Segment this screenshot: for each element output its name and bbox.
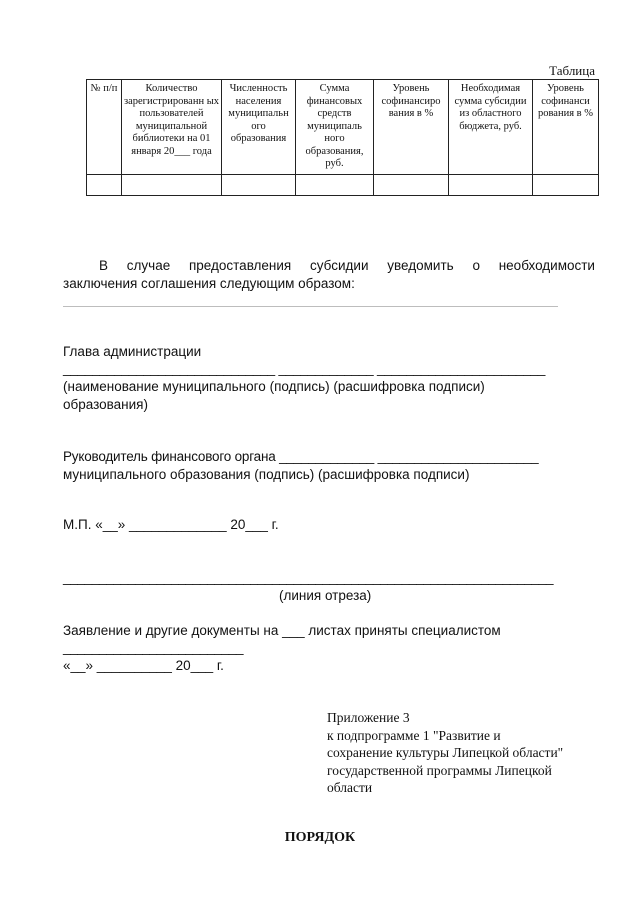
- table-caption: Таблица: [549, 63, 595, 78]
- head-signature-blanks: _____________________________ _____________ _______________________: [63, 361, 546, 376]
- appendix-line: Приложение 3: [327, 710, 410, 725]
- header-cell-cofinancing-level: Уровень софинансиро вания в %: [374, 80, 449, 175]
- finance-signature-captions: муниципального образования (подпись) (расшифровка подписи): [63, 467, 470, 482]
- header-cell-number: № п/п: [87, 80, 122, 175]
- table-cell: [533, 174, 599, 195]
- head-title: Глава администрации: [63, 344, 202, 359]
- received-specialist-blank: _________________________: [63, 640, 244, 655]
- subsidy-table: [86, 79, 599, 196]
- table-row: [87, 174, 599, 195]
- notice-line-2: заключения соглашения следующим образом:: [63, 276, 355, 291]
- head-signature-captions: (наименование муниципального (подпись) (расшифровка подписи): [63, 379, 485, 394]
- appendix-block: [327, 709, 563, 797]
- notice-word: уведомить: [387, 258, 454, 273]
- header-cell-users: Количество зарегистрированн ых пользователей муниципальной библиотеки на 01 января 20___ года: [122, 80, 222, 175]
- table-cell: [222, 174, 296, 195]
- notice-word: В: [99, 258, 109, 273]
- section-heading: ПОРЯДОК: [284, 830, 356, 845]
- cut-line-label: (линия отреза): [279, 588, 372, 603]
- received-statement: Заявление и другие документы на ___ листах приняты специалистом: [63, 623, 501, 638]
- notice-fill-line: [63, 306, 558, 307]
- notice-word: о: [472, 258, 480, 273]
- header-cell-population: Численность населения муниципальн ого образования: [222, 80, 296, 175]
- notice-paragraph: [63, 257, 595, 293]
- notice-word: необходимости: [498, 258, 595, 273]
- table-cell: [296, 174, 374, 195]
- table-cell: [122, 174, 222, 195]
- cut-line: ____________________________________________________________________: [63, 570, 554, 585]
- appendix-line: государственной программы Липецкой: [327, 762, 552, 778]
- appendix-line: к подпрограмме 1 "Развитие и: [327, 727, 501, 743]
- notice-word: предоставления: [188, 258, 292, 273]
- header-cell-required-subsidy: Необходимая сумма субсидии из областного бюджета, руб.: [449, 80, 533, 175]
- table-header-row: [87, 80, 599, 175]
- table-cell: [374, 174, 449, 195]
- appendix-line: области: [327, 780, 373, 795]
- notice-word: случае: [126, 258, 171, 273]
- stamp-date-line: М.П. «__» _____________ 20___ г.: [63, 517, 279, 532]
- table-cell: [87, 174, 122, 195]
- header-cell-cofinancing-level-2: Уровень софинанси рования в %: [533, 80, 599, 175]
- finance-signature-line: Руководитель финансового органа _____________ ______________________: [63, 449, 539, 464]
- appendix-line: сохранение культуры Липецкой области": [327, 745, 564, 760]
- notice-word: субсидии: [310, 258, 369, 273]
- header-cell-municipal-funds: Сумма финансовых средств муниципаль ного образования, руб.: [296, 80, 374, 175]
- table-cell: [449, 174, 533, 195]
- head-caption-continued: образования): [63, 397, 148, 412]
- received-date-line: «__» __________ 20___ г.: [63, 658, 224, 673]
